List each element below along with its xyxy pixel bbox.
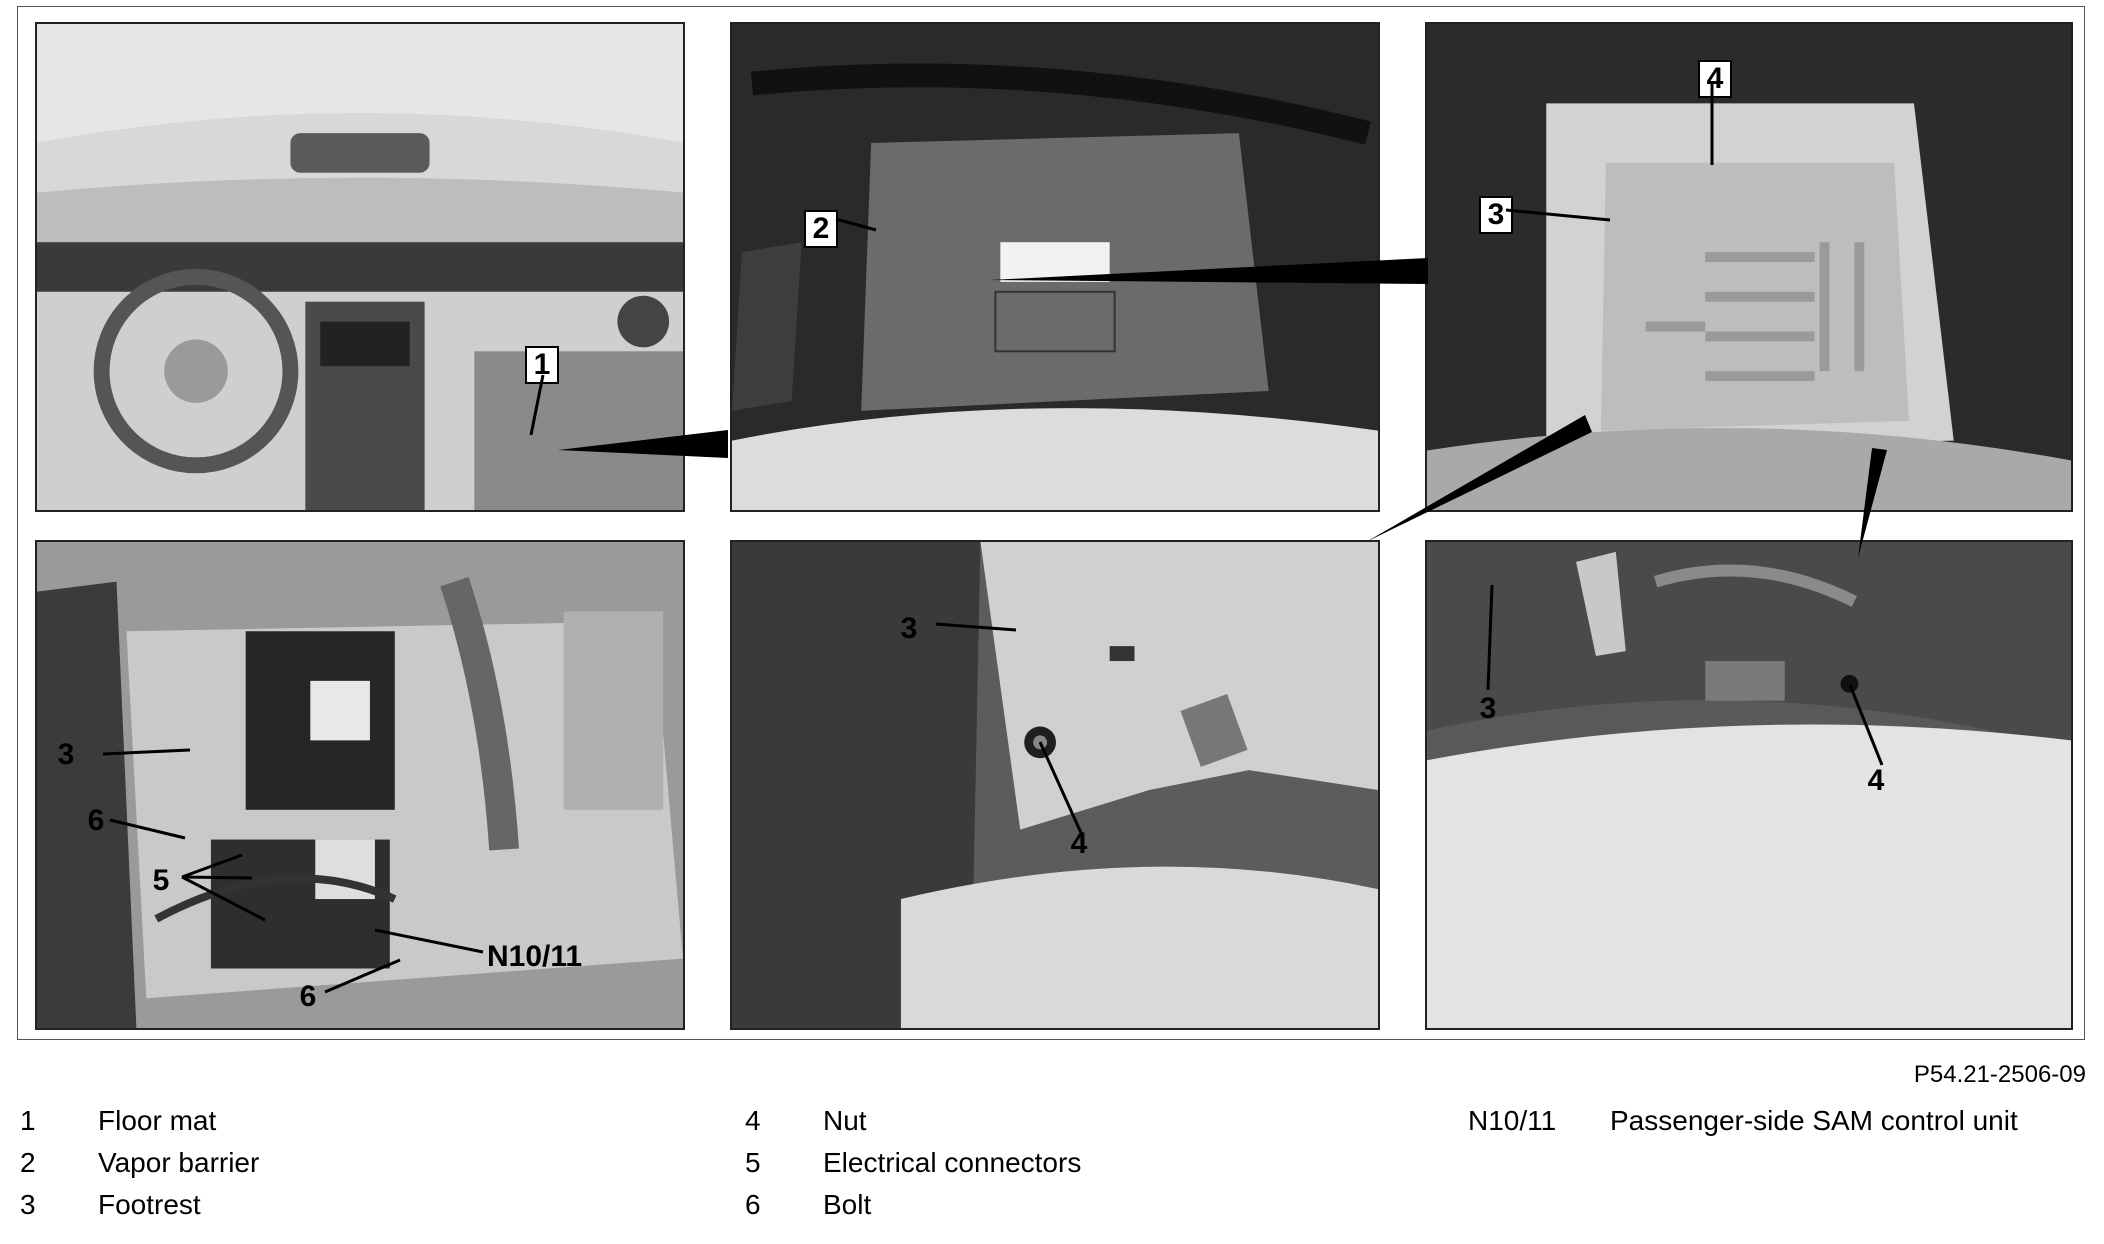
photo-sam-control-unit (35, 540, 685, 1030)
callout-3: 3 (57, 738, 75, 771)
legend-item (20, 1100, 259, 1142)
legend-column-2 (745, 1100, 1081, 1226)
legend-text: Footrest (98, 1189, 201, 1220)
callout-5: 5 (152, 864, 170, 897)
photo-vapor-barrier (730, 22, 1380, 512)
legend-item (20, 1142, 259, 1184)
callout-3: 3 (1479, 196, 1513, 234)
callout-4: 4 (1698, 60, 1732, 98)
legend-text: Passenger-side SAM control unit (1610, 1105, 2018, 1136)
legend-item (20, 1184, 259, 1226)
callout-4: 4 (1070, 827, 1088, 860)
callout-6: 6 (299, 980, 317, 1013)
legend-key: 5 (745, 1147, 761, 1178)
legend-key: 3 (20, 1189, 36, 1220)
callout-3: 3 (900, 612, 918, 645)
legend-column-1 (20, 1100, 259, 1226)
legend-text: Vapor barrier (98, 1147, 260, 1178)
figure-code: P54.21-2506-09 (1913, 1061, 2086, 1088)
legend-key: 1 (20, 1105, 36, 1136)
legend-text: Floor mat (98, 1105, 217, 1136)
legend-item (745, 1100, 1081, 1142)
legend-text: Bolt (823, 1189, 872, 1220)
photo-footrest-nut-closeup (730, 540, 1380, 1030)
legend-text: Electrical connectors (823, 1147, 1082, 1178)
callout-3: 3 (1479, 692, 1497, 725)
callout-4: 4 (1867, 764, 1885, 797)
photo-footrest-nut (1425, 22, 2073, 512)
photo-footrest-underside (1425, 540, 2073, 1030)
photo-interior-floor-mat (35, 22, 685, 512)
legend-item (745, 1142, 1081, 1184)
legend-item (745, 1184, 1081, 1226)
legend-key: 6 (745, 1189, 761, 1220)
legend-text: Nut (823, 1105, 867, 1136)
legend-item (1468, 1100, 2018, 1142)
callout-1: 1 (525, 346, 559, 384)
legend-key: 2 (20, 1147, 36, 1178)
legend-key: N10/11 (1468, 1105, 1557, 1136)
legend-column-3 (1468, 1100, 2018, 1142)
legend-key: 4 (745, 1105, 761, 1136)
callout-6: 6 (87, 804, 105, 837)
callout-n10-11: N10/11 (487, 940, 583, 973)
callout-2: 2 (804, 210, 838, 248)
